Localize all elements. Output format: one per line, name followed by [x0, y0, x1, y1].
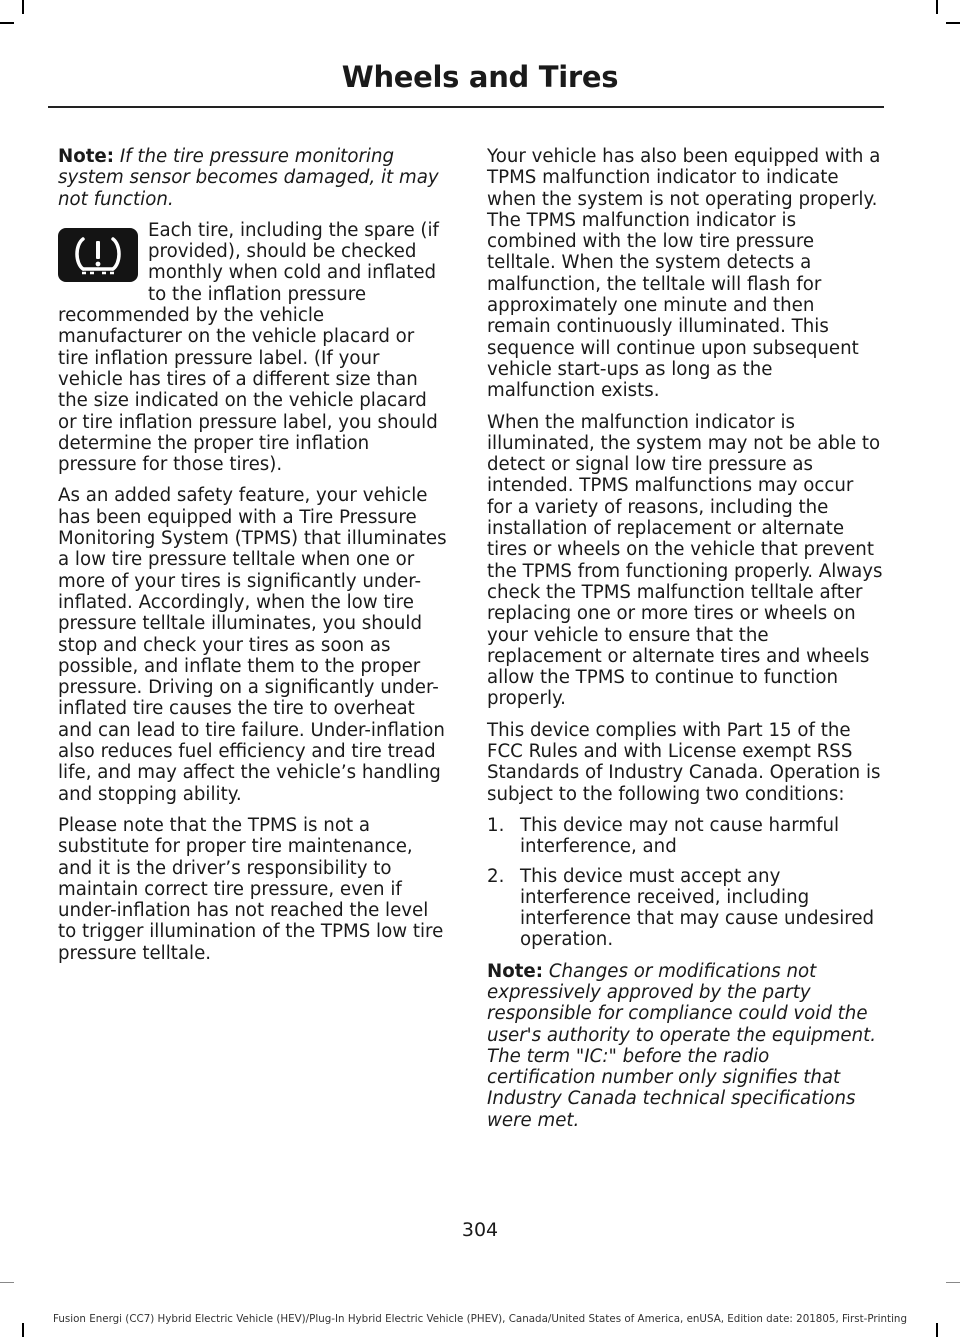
tpms-warning-icon — [58, 228, 138, 282]
page-title: Wheels and Tires — [341, 60, 619, 94]
right-column — [487, 146, 883, 1141]
crop-mark-bottom-left-h — [0, 1282, 14, 1283]
note-label: Note: — [58, 146, 115, 167]
note-label: Note: — [487, 960, 544, 982]
note-text: Changes or modifications not expressively approved by the party responsible for compliance could void the user's authority to operate the equipment. The term "IC:" before the radio certification number only signifies that Industry Canada technical specifications were met. — [487, 960, 877, 1131]
paragraph-malfunction-illuminated: When the malfunction indicator is illuminated, the system may not be able to detect or signal low tire pressure as intended. TPMS malfunctions may occur for a variety of reasons, including the installation of replacement or alternate tires or wheels on the vehicle that prevent the TPMS from functioning properly. Always check the TPMS malfunction telltale after replacing one or more tires or wheels on your vehicle to ensure that the replacement or alternate tires and wheels allow the TPMS to continue to function properly. — [487, 411, 883, 710]
crop-mark-bottom-right-h — [946, 1282, 960, 1283]
conditions-list — [487, 815, 883, 951]
list-item — [487, 815, 883, 858]
list-text: This device may not cause harmful interference, and — [520, 814, 840, 858]
list-text: This device must accept any interference received, including interference that may cause undesired operation. — [520, 865, 875, 951]
list-item — [487, 866, 883, 951]
note-paragraph — [487, 961, 883, 1131]
note-paragraph — [58, 146, 450, 210]
left-column — [58, 146, 450, 974]
crop-mark-bottom-right-v — [936, 1323, 938, 1337]
list-number: 1. — [487, 814, 505, 836]
crop-mark-top-right-h — [946, 22, 960, 24]
paragraph-monthly-check: Each tire, including the spare (if provided), should be checked monthly when cold and inflated to the inflation pressure recommended by the vehicle manufacturer on the vehicle placard or tire inflation pressure label. (If your vehicle has tires of a different size than the size indicated on the vehicle placard or tire inflation pressure label, you should determine the proper tire inflation pressure for those tires). — [58, 219, 439, 476]
list-number: 2. — [487, 865, 505, 887]
header-divider — [48, 106, 884, 108]
paragraph-fcc-compliance: This device complies with Part 15 of the FCC Rules and with License exempt RSS Standards of Industry Canada. Operation is subject to the following two conditions: — [487, 719, 881, 805]
crop-mark-top-left-v — [22, 0, 24, 14]
note-text: If the tire pressure monitoring system sensor becomes damaged, it may not function. — [58, 146, 439, 210]
crop-mark-bottom-left-v — [22, 1323, 24, 1337]
paragraph-tpms-feature: As an added safety feature, your vehicle has been equipped with a Tire Pressure Monitoring System (TPMS) that illuminates a low tire pressure telltale when one or more of your tires is significantly under-inflated. Accordingly, when the low tire pressure telltale illuminates, you should stop and check your tires as soon as possible, and inflate them to the proper pressure. Driving on a significantly under-inflated tire causes the tire to overheat and can lead to tire failure. Under-inflation also reduces fuel efficiency and tire tread life, and may affect the vehicle’s handling and stopping ability. — [58, 485, 447, 805]
crop-mark-top-right-v — [936, 0, 938, 14]
crop-mark-top-left-h — [0, 22, 14, 24]
page-number: 304 — [461, 1219, 499, 1241]
paragraph-malfunction-indicator: Your vehicle has also been equipped with a TPMS malfunction indicator to indicate when the system is not operating properly. The TPMS malfunction indicator is combined with the low tire pressure telltale. When the system detects a malfunction, the telltale will flash for approximately one minute and then remain continuously illuminated. This sequence will continue upon subsequent vehicle start-ups as long as the malfunction exists. — [487, 146, 881, 402]
paragraph-tpms-not-substitute: Please note that the TPMS is not a substitute for proper tire maintenance, and it is the driver’s responsibility to maintain correct tire pressure, even if under-inflation has not reached the level to trigger illumination of the TPMS low tire pressure telltale. — [58, 814, 444, 964]
footer-text: Fusion Energi (CC7) Hybrid Electric Vehicle (HEV)/Plug-In Hybrid Electric Vehicle (PHEV), Canada/United States of America, enUSA, Edition date: 201805, First-Printing — [53, 1313, 907, 1325]
